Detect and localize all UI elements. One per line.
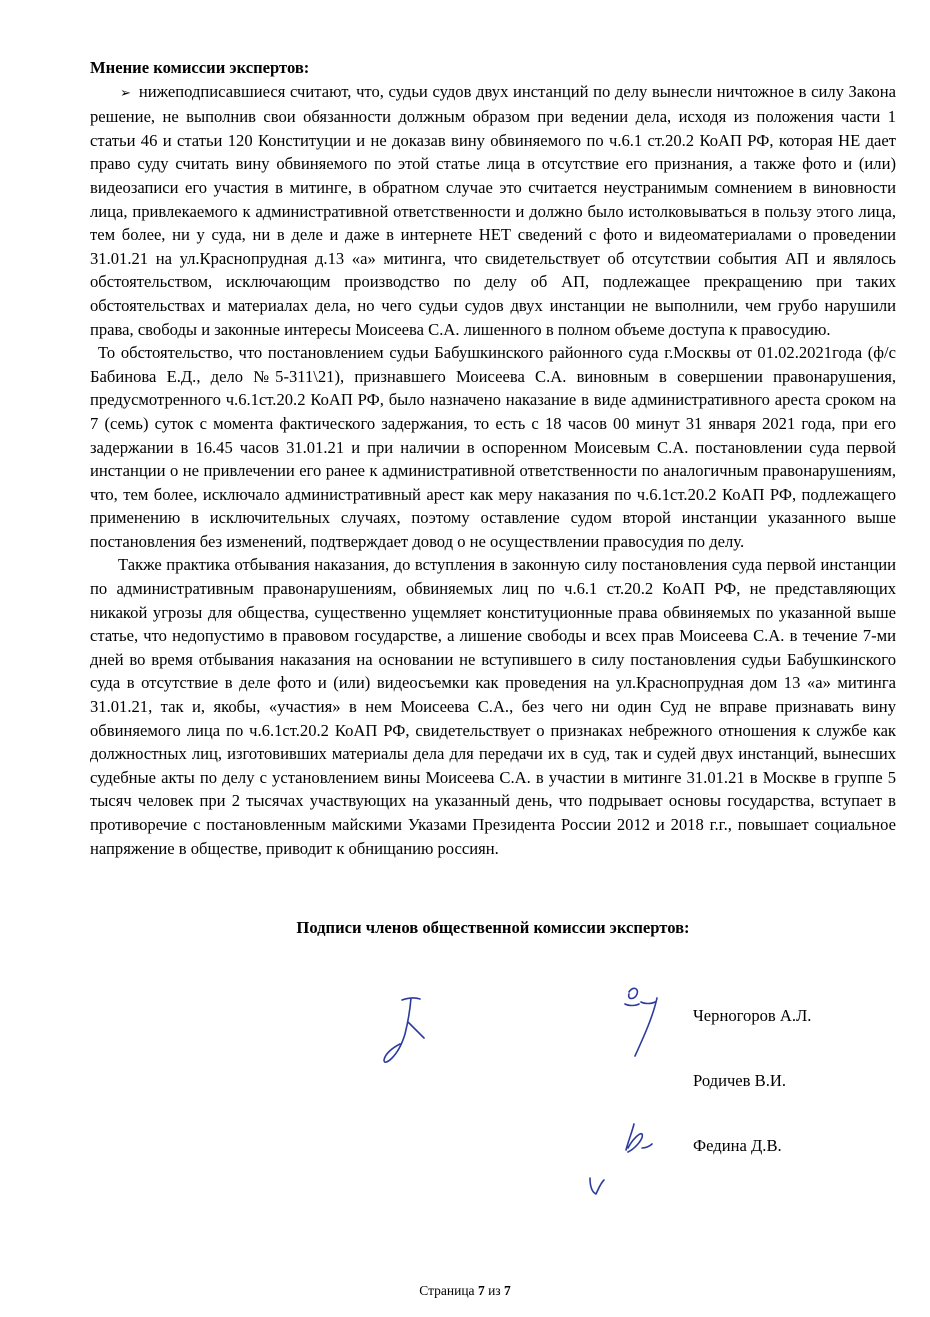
signature-mark-4 — [584, 1170, 614, 1200]
section-heading: Мнение комиссии экспертов: — [90, 58, 310, 77]
footer-page-word: Страница — [419, 1283, 475, 1298]
page-footer — [0, 1283, 930, 1299]
signer-name-3: Федина Д.В. — [693, 1136, 782, 1155]
signature-mark-1 — [378, 992, 438, 1072]
signer-name-1: Черногоров А.Л. — [693, 1006, 812, 1025]
signature-mark-2 — [615, 982, 675, 1062]
signer-name-2: Родичев В.И. — [693, 1071, 786, 1090]
paragraph-1 — [90, 80, 896, 342]
footer-total-pages: 7 — [504, 1283, 511, 1298]
signatures-heading: Подписи членов общественной комиссии экспертов: — [296, 918, 690, 937]
footer-of-word: из — [488, 1283, 501, 1298]
paragraph-3: Также практика отбывания наказания, до вступления в законную силу постановления суда первой инстанции по административным правонарушениям, обвиняемых лиц по ч.6.1 ст.20.2 КоАП РФ, не представляющих никакой угрозы для общества, существенно ущемляет конституционные права обвиняемых по указанной выше статье, что недопустимо в правовом государстве, а лишение свободы и всех прав Моисеева С.А. в течение 7-ми дней во время отбывания наказания на основании не вступившего в силу постановления судьи Бабушкинского суда в отсутствие в деле фото и (или) видеосъемки как проведения на ул.Краснопрудная дом 13 «а» митинга 31.01.21, так и, якобы, «участия» в нем Моисеева С.А., без чего ни один Суд не вправе признавать вину обвиняемого лица по ч.6.1ст.20.2 КоАП РФ, свидетельствует о признаках небрежного отношения к службе как должностных лиц, изготовивших материалы дела для передачи их в суд, так и судей двух инстанций, вынесших судебные акты по делу с установлением вины Моисеева С.А. в участии в митинге 31.01.21 в Москве в группе 5 тысяч человек при 2 тысячах участвующих на указанный день, что подрывает основы государства, вступает в противоречие с постановленным майскими Указами Президента России 2012 и 2018 г.г., повышает социальное напряжение в обществе, приводит к обнищанию россиян. — [90, 555, 896, 858]
footer-current-page: 7 — [477, 1283, 485, 1298]
paragraph-1-text: нижеподписавшиеся считают, что, судьи судов двух инстанций по делу вынесли ничтожное в силу Закона решение, не выполнив свои обязанности должным образом при ведении дела, исходя из положения части 1 статьи 46 и статьи 120 Конституции и не доказав вину обвиняемого по ч.6.1 ст.20.2 КоАП РФ, которая НЕ дает право суду считать вину обвиняемого по этой статье лица в отсутствие его признания, а также фото и (или) видеозаписи его участия в митинге, в обратном случае это считается неустранимым сомнением в виновности лица, привлекаемого к административной ответственности и должно было истолковываться в пользу этого лица, тем более, ни у суда, ни в деле и даже в интернете НЕТ сведений с фото и видеоматериалами о проведении 31.01.21 на ул.Краснопрудная д.13 «а» митинга, что свидетельствует об отсутствии события АП и являлось обстоятельством, исключающим производство по делу об АП, подлежащее прекращению при таких обстоятельствах и материалах дела, но чего судьи судов двух инстанции не выполнили, чем грубо нарушили права, свободы и законные интересы Моисеева С.А. лишенного в полном объеме доступа к правосудию. — [90, 81, 896, 339]
paragraph-2: То обстоятельство, что постановлением судьи Бабушкинского районного суда г.Москвы от 01.02.2021года (ф/с Бабинова Е.Д., дело №5-311\21), признавшего Моисеева С.А. виновным в совершении правонарушения, предусмотренного ч.6.1ст.20.2 КоАП РФ, было назначено наказание в виде административного ареста сроком на 7 (семь) суток с момента фактического задержания, то есть с 18 часов 00 минут 31 января 2021 года, при его задержании в 16.45 часов 31.01.21 и при наличии в оспоренном Моисевым С.А. постановлении суда первой инстанции о не привлечении его ранее к административной ответственности по аналогичным правонарушениям, что, тем более, исключало административный арест как меру наказания по ч.6.1ст.20.2 КоАП РФ, подлежащего применению в исключительных случаях, поэтому оставление судом второй инстанции указанного выше постановления без изменений, подтверждает довод о не осуществлении правосудия по делу. — [90, 343, 896, 551]
arrow-bullet-icon: ➢ — [120, 85, 131, 101]
document-body — [90, 56, 896, 860]
signature-mark-3 — [618, 1118, 658, 1158]
